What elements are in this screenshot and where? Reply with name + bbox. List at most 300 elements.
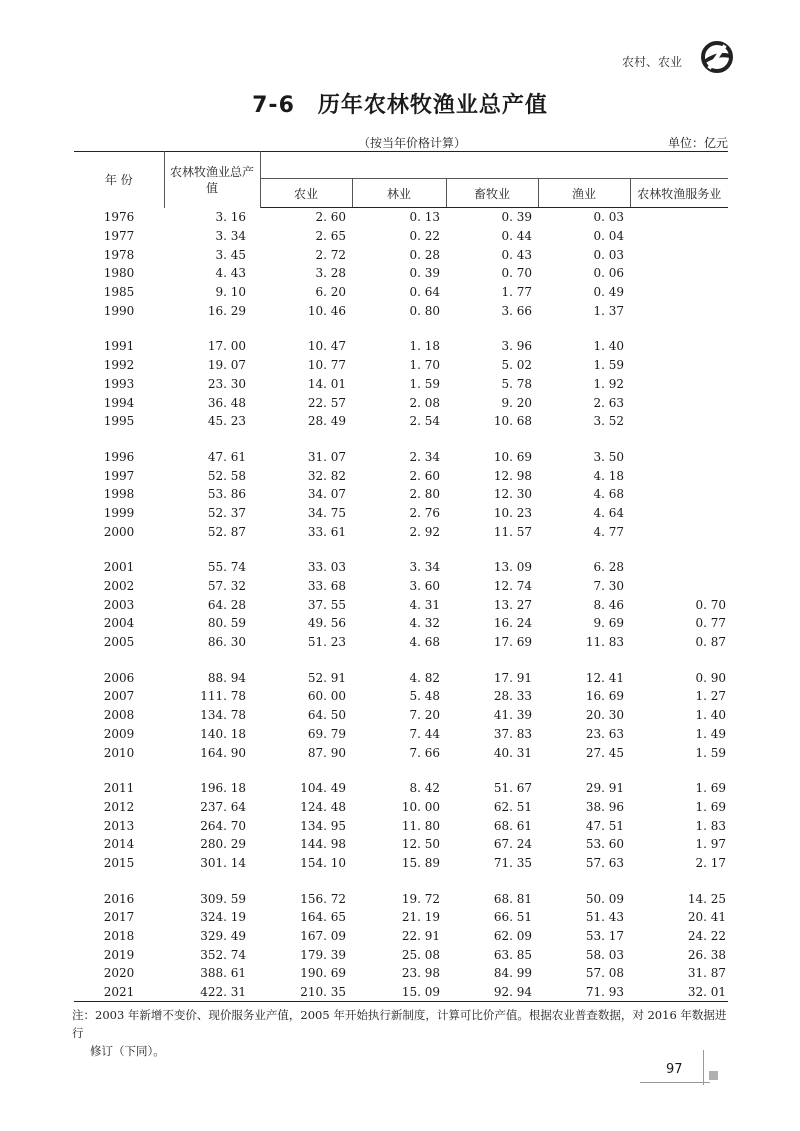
group-spacer-cell bbox=[74, 541, 728, 558]
cell-fishery: 7. 30 bbox=[593, 579, 624, 594]
cell-fishery: 3. 52 bbox=[593, 414, 624, 429]
cell-agriculture: 51. 23 bbox=[307, 635, 346, 650]
table-row bbox=[74, 227, 728, 246]
cell-year: 1996 bbox=[103, 449, 135, 464]
cell-forestry: 0. 28 bbox=[409, 247, 440, 262]
table-row bbox=[74, 448, 728, 467]
cell-year: 1990 bbox=[103, 303, 135, 318]
cell-forestry: 0. 64 bbox=[409, 285, 440, 300]
cell-agriculture: 164. 65 bbox=[300, 910, 346, 925]
table-row bbox=[74, 983, 728, 1002]
cell-service: 14. 25 bbox=[687, 891, 726, 906]
cell-total: 4. 43 bbox=[215, 266, 246, 281]
cell-fishery: 1. 40 bbox=[593, 339, 624, 354]
cell-animal-husbandry: 71. 35 bbox=[493, 855, 532, 870]
cell-forestry: 0. 13 bbox=[409, 210, 440, 225]
table-row bbox=[74, 375, 728, 394]
table-row bbox=[74, 412, 728, 431]
cell-total: 237. 64 bbox=[200, 799, 246, 814]
page-number: 97 bbox=[666, 1062, 683, 1077]
cell-forestry: 22. 91 bbox=[401, 929, 440, 944]
table-row bbox=[74, 687, 728, 706]
cell-service: 0. 70 bbox=[695, 597, 726, 612]
logo-icon bbox=[700, 40, 734, 74]
table-row bbox=[74, 854, 728, 873]
cell-animal-husbandry: 51. 67 bbox=[493, 781, 532, 796]
cell-fishery: 53. 17 bbox=[585, 929, 624, 944]
table-row bbox=[74, 337, 728, 356]
cell-agriculture: 144. 98 bbox=[300, 837, 346, 852]
cell-forestry: 7. 66 bbox=[409, 745, 440, 760]
cell-agriculture: 69. 79 bbox=[307, 726, 346, 741]
cell-agriculture: 32. 82 bbox=[307, 468, 346, 483]
cell-total: 52. 58 bbox=[207, 468, 246, 483]
cell-total: 309. 59 bbox=[200, 891, 246, 906]
cell-forestry: 1. 70 bbox=[409, 358, 440, 373]
table-row bbox=[74, 356, 728, 375]
cell-service bbox=[630, 208, 728, 227]
cell-year: 2008 bbox=[103, 708, 135, 723]
cell-agriculture: 31. 07 bbox=[307, 449, 346, 464]
cell-total: 324. 19 bbox=[200, 910, 246, 925]
cell-agriculture: 104. 49 bbox=[300, 781, 346, 796]
cell-year: 2005 bbox=[103, 635, 135, 650]
cell-animal-husbandry: 3. 66 bbox=[501, 303, 532, 318]
cell-service: 1. 97 bbox=[695, 837, 726, 852]
cell-fishery: 71. 93 bbox=[538, 983, 630, 1002]
cell-fishery: 0. 04 bbox=[593, 229, 624, 244]
cell-agriculture: 2. 65 bbox=[315, 229, 346, 244]
cell-animal-husbandry: 68. 61 bbox=[493, 818, 532, 833]
group-spacer-cell bbox=[74, 651, 728, 668]
cell-fishery: 4. 18 bbox=[593, 468, 624, 483]
cell-agriculture: 3. 28 bbox=[315, 266, 346, 281]
cell-agriculture: 33. 61 bbox=[307, 524, 346, 539]
cell-forestry: 2. 34 bbox=[409, 449, 440, 464]
cell-forestry: 2. 54 bbox=[409, 414, 440, 429]
cell-service: 31. 87 bbox=[687, 966, 726, 981]
table-row bbox=[74, 522, 728, 541]
cell-year: 2018 bbox=[103, 929, 135, 944]
cell-total: 3. 16 bbox=[215, 210, 246, 225]
cell-forestry: 0. 80 bbox=[409, 303, 440, 318]
cell-animal-husbandry: 17. 91 bbox=[493, 670, 532, 685]
table-row bbox=[74, 614, 728, 633]
cell-forestry: 2. 08 bbox=[409, 395, 440, 410]
cell-fishery: 8. 46 bbox=[593, 597, 624, 612]
cell-fishery: 0. 03 bbox=[593, 210, 624, 225]
cell-forestry: 0. 22 bbox=[409, 229, 440, 244]
cell-fishery: 0. 03 bbox=[593, 247, 624, 262]
cell-agriculture: 10. 46 bbox=[307, 303, 346, 318]
cell-agriculture: 60. 00 bbox=[307, 689, 346, 704]
table-row bbox=[74, 779, 728, 798]
cell-animal-husbandry: 62. 51 bbox=[493, 799, 532, 814]
cell-service: 20. 41 bbox=[687, 910, 726, 925]
cell-fishery: 6. 28 bbox=[593, 560, 624, 575]
group-spacer bbox=[74, 320, 728, 337]
cell-fishery: 23. 63 bbox=[585, 726, 624, 741]
header-service: 农林牧渔服务业 bbox=[630, 179, 728, 208]
cell-total: 264. 70 bbox=[200, 818, 246, 833]
cell-service bbox=[630, 485, 728, 504]
cell-service bbox=[630, 412, 728, 431]
cell-total: 3. 34 bbox=[215, 229, 246, 244]
cell-fishery: 53. 60 bbox=[585, 837, 624, 852]
cell-fishery: 50. 09 bbox=[585, 891, 624, 906]
cell-service: 2. 17 bbox=[695, 855, 726, 870]
cell-forestry: 4. 82 bbox=[409, 670, 440, 685]
page-marker-square bbox=[709, 1071, 718, 1080]
cell-year: 2014 bbox=[103, 837, 135, 852]
cell-year: 2003 bbox=[103, 597, 135, 612]
cell-service: 32. 01 bbox=[630, 983, 728, 1002]
table-row bbox=[74, 264, 728, 283]
cell-total: 64. 28 bbox=[207, 597, 246, 612]
cell-forestry: 4. 32 bbox=[409, 616, 440, 631]
cell-animal-husbandry: 5. 78 bbox=[501, 376, 532, 391]
cell-service: 1. 49 bbox=[695, 726, 726, 741]
table-row bbox=[74, 283, 728, 302]
header-animal-husbandry: 畜牧业 bbox=[446, 179, 538, 208]
cell-service bbox=[630, 504, 728, 523]
group-spacer bbox=[74, 762, 728, 779]
section-label: 农村、农业 bbox=[622, 55, 683, 69]
cell-service: 1. 69 bbox=[695, 799, 726, 814]
cell-year: 1985 bbox=[103, 285, 135, 300]
cell-service bbox=[630, 337, 728, 356]
cell-service: 24. 22 bbox=[687, 929, 726, 944]
cell-fishery: 9. 69 bbox=[593, 616, 624, 631]
group-spacer bbox=[74, 431, 728, 448]
cell-agriculture: 22. 57 bbox=[307, 395, 346, 410]
table-row bbox=[74, 945, 728, 964]
cell-forestry: 10. 00 bbox=[401, 799, 440, 814]
cell-forestry: 3. 34 bbox=[409, 560, 440, 575]
cell-total: 23. 30 bbox=[207, 376, 246, 391]
cell-total: 45. 23 bbox=[207, 414, 246, 429]
cell-year: 1991 bbox=[103, 339, 135, 354]
cell-service bbox=[630, 245, 728, 264]
cell-animal-husbandry: 9. 20 bbox=[501, 395, 532, 410]
cell-total: 196. 18 bbox=[200, 781, 246, 796]
cell-year: 1999 bbox=[103, 505, 135, 520]
cell-forestry: 4. 68 bbox=[409, 635, 440, 650]
cell-forestry: 15. 09 bbox=[352, 983, 446, 1002]
cell-forestry: 19. 72 bbox=[401, 891, 440, 906]
cell-forestry: 1. 18 bbox=[409, 339, 440, 354]
table-row bbox=[74, 835, 728, 854]
cell-total: 52. 87 bbox=[207, 524, 246, 539]
cell-animal-husbandry: 63. 85 bbox=[493, 947, 532, 962]
cell-fishery: 16. 69 bbox=[585, 689, 624, 704]
cell-agriculture: 134. 95 bbox=[300, 818, 346, 833]
cell-animal-husbandry: 10. 68 bbox=[493, 414, 532, 429]
cell-total: 88. 94 bbox=[207, 670, 246, 685]
cell-animal-husbandry: 67. 24 bbox=[493, 837, 532, 852]
cell-forestry: 3. 60 bbox=[409, 579, 440, 594]
table-row bbox=[74, 668, 728, 687]
cell-service bbox=[630, 466, 728, 485]
output-value-table bbox=[74, 151, 728, 1002]
cell-agriculture: 190. 69 bbox=[300, 966, 346, 981]
cell-total: 80. 59 bbox=[207, 616, 246, 631]
cell-fishery: 51. 43 bbox=[585, 910, 624, 925]
cell-year: 1992 bbox=[103, 358, 135, 373]
cell-fishery: 38. 96 bbox=[585, 799, 624, 814]
cell-total: 329. 49 bbox=[200, 929, 246, 944]
table-row bbox=[74, 927, 728, 946]
cell-forestry: 5. 48 bbox=[409, 689, 440, 704]
cell-service bbox=[630, 375, 728, 394]
cell-agriculture: 52. 91 bbox=[307, 670, 346, 685]
cell-agriculture: 34. 75 bbox=[307, 505, 346, 520]
cell-animal-husbandry: 37. 83 bbox=[493, 726, 532, 741]
cell-year: 2006 bbox=[103, 670, 135, 685]
cell-animal-husbandry: 0. 43 bbox=[501, 247, 532, 262]
group-spacer-cell bbox=[74, 872, 728, 889]
cell-total: 36. 48 bbox=[207, 395, 246, 410]
table-row bbox=[74, 743, 728, 762]
cell-service bbox=[630, 283, 728, 302]
cell-service bbox=[630, 558, 728, 577]
group-spacer-cell bbox=[74, 431, 728, 448]
cell-year: 2001 bbox=[103, 560, 135, 575]
cell-animal-husbandry: 40. 31 bbox=[493, 745, 532, 760]
cell-forestry: 11. 80 bbox=[401, 818, 440, 833]
cell-forestry: 15. 89 bbox=[401, 855, 440, 870]
cell-year: 1993 bbox=[103, 376, 135, 391]
table-row bbox=[74, 908, 728, 927]
table-row bbox=[74, 208, 728, 227]
cell-forestry: 8. 42 bbox=[409, 781, 440, 796]
cell-year: 1976 bbox=[103, 210, 135, 225]
cell-year: 2011 bbox=[103, 781, 135, 796]
cell-service: 1. 59 bbox=[695, 745, 726, 760]
unit-label: 单位：亿元 bbox=[667, 136, 728, 150]
cell-year: 2000 bbox=[103, 524, 135, 539]
cell-animal-husbandry: 1. 77 bbox=[501, 285, 532, 300]
cell-animal-husbandry: 3. 96 bbox=[501, 339, 532, 354]
table-subtitle: （按当年价格计算） bbox=[358, 136, 467, 150]
cell-service: 0. 90 bbox=[695, 670, 726, 685]
cell-animal-husbandry: 92. 94 bbox=[446, 983, 538, 1002]
cell-agriculture: 2. 60 bbox=[315, 210, 346, 225]
cell-fishery: 57. 63 bbox=[585, 855, 624, 870]
cell-agriculture: 156. 72 bbox=[300, 891, 346, 906]
cell-service bbox=[630, 301, 728, 320]
cell-animal-husbandry: 66. 51 bbox=[493, 910, 532, 925]
cell-fishery: 1. 59 bbox=[593, 358, 624, 373]
cell-total: 55. 74 bbox=[207, 560, 246, 575]
cell-year: 2020 bbox=[103, 966, 135, 981]
table-row bbox=[74, 466, 728, 485]
cell-fishery: 4. 68 bbox=[593, 487, 624, 502]
cell-agriculture: 87. 90 bbox=[307, 745, 346, 760]
cell-agriculture: 28. 49 bbox=[307, 414, 346, 429]
table-row bbox=[74, 706, 728, 725]
cell-animal-husbandry: 17. 69 bbox=[493, 635, 532, 650]
table-row bbox=[74, 504, 728, 523]
cell-forestry: 2. 92 bbox=[409, 524, 440, 539]
cell-year: 2007 bbox=[103, 689, 135, 704]
cell-agriculture: 179. 39 bbox=[300, 947, 346, 962]
cell-fishery: 27. 45 bbox=[585, 745, 624, 760]
header-spacer bbox=[260, 152, 728, 179]
cell-service bbox=[630, 356, 728, 375]
table-body bbox=[74, 208, 728, 1002]
cell-agriculture: 6. 20 bbox=[315, 285, 346, 300]
cell-agriculture: 34. 07 bbox=[307, 487, 346, 502]
data-table-container bbox=[74, 151, 728, 1002]
cell-animal-husbandry: 13. 27 bbox=[493, 597, 532, 612]
header-forestry: 林业 bbox=[352, 179, 446, 208]
cell-forestry: 7. 44 bbox=[409, 726, 440, 741]
cell-agriculture: 49. 56 bbox=[307, 616, 346, 631]
cell-total: 134. 78 bbox=[200, 708, 246, 723]
cell-fishery: 29. 91 bbox=[585, 781, 624, 796]
cell-year: 2012 bbox=[103, 799, 135, 814]
cell-total: 53. 86 bbox=[207, 487, 246, 502]
cell-animal-husbandry: 11. 57 bbox=[493, 524, 532, 539]
footnote-line-1: 注：2003 年新增不变价、现价服务业产值，2005 年开始执行新制度，计算可比价产值。根据农业普查数据，对 2016 年数据进行 bbox=[72, 1008, 727, 1040]
cell-fishery: 57. 08 bbox=[585, 966, 624, 981]
cell-fishery: 4. 77 bbox=[593, 524, 624, 539]
table-row bbox=[74, 485, 728, 504]
cell-service bbox=[630, 522, 728, 541]
cell-service: 1. 27 bbox=[695, 689, 726, 704]
cell-service: 1. 83 bbox=[695, 818, 726, 833]
table-row bbox=[74, 633, 728, 652]
cell-service bbox=[630, 577, 728, 596]
group-spacer bbox=[74, 872, 728, 889]
cell-service bbox=[630, 264, 728, 283]
cell-animal-husbandry: 16. 24 bbox=[493, 616, 532, 631]
cell-service: 0. 77 bbox=[695, 616, 726, 631]
cell-service: 1. 40 bbox=[695, 708, 726, 723]
cell-animal-husbandry: 5. 02 bbox=[501, 358, 532, 373]
cell-forestry: 25. 08 bbox=[401, 947, 440, 962]
cell-year: 2015 bbox=[103, 855, 135, 870]
cell-animal-husbandry: 41. 39 bbox=[493, 708, 532, 723]
group-spacer-cell bbox=[74, 762, 728, 779]
cell-year: 2019 bbox=[103, 947, 135, 962]
cell-fishery: 1. 92 bbox=[593, 376, 624, 391]
cell-year: 2013 bbox=[103, 818, 135, 833]
header-agriculture: 农业 bbox=[260, 179, 352, 208]
cell-fishery: 0. 49 bbox=[593, 285, 624, 300]
cell-fishery: 12. 41 bbox=[585, 670, 624, 685]
cell-fishery: 1. 37 bbox=[593, 303, 624, 318]
cell-animal-husbandry: 0. 44 bbox=[501, 229, 532, 244]
table-row bbox=[74, 816, 728, 835]
cell-forestry: 21. 19 bbox=[401, 910, 440, 925]
table-row bbox=[74, 725, 728, 744]
cell-year: 2016 bbox=[103, 891, 135, 906]
cell-animal-husbandry: 0. 70 bbox=[501, 266, 532, 281]
table-row bbox=[74, 558, 728, 577]
cell-fishery: 20. 30 bbox=[585, 708, 624, 723]
cell-fishery: 11. 83 bbox=[585, 635, 624, 650]
cell-fishery: 2. 63 bbox=[593, 395, 624, 410]
cell-animal-husbandry: 10. 69 bbox=[493, 449, 532, 464]
cell-agriculture: 2. 72 bbox=[315, 247, 346, 262]
cell-fishery: 0. 06 bbox=[593, 266, 624, 281]
cell-animal-husbandry: 84. 99 bbox=[493, 966, 532, 981]
cell-agriculture: 33. 68 bbox=[307, 579, 346, 594]
cell-service: 0. 87 bbox=[695, 635, 726, 650]
footer-divider-vertical bbox=[703, 1050, 704, 1085]
cell-total: 86. 30 bbox=[207, 635, 246, 650]
cell-agriculture: 10. 77 bbox=[307, 358, 346, 373]
cell-forestry: 2. 76 bbox=[409, 505, 440, 520]
cell-total: 9. 10 bbox=[215, 285, 246, 300]
cell-agriculture: 154. 10 bbox=[300, 855, 346, 870]
cell-fishery: 3. 50 bbox=[593, 449, 624, 464]
table-row bbox=[74, 889, 728, 908]
cell-animal-husbandry: 12. 30 bbox=[493, 487, 532, 502]
table-row bbox=[74, 245, 728, 264]
cell-animal-husbandry: 13. 09 bbox=[493, 560, 532, 575]
cell-total: 19. 07 bbox=[207, 358, 246, 373]
cell-total: 52. 37 bbox=[207, 505, 246, 520]
cell-year: 2009 bbox=[103, 726, 135, 741]
cell-total: 388. 61 bbox=[200, 966, 246, 981]
cell-year: 1977 bbox=[103, 229, 135, 244]
cell-forestry: 23. 98 bbox=[401, 966, 440, 981]
cell-agriculture: 167. 09 bbox=[300, 929, 346, 944]
table-row bbox=[74, 301, 728, 320]
cell-year: 1998 bbox=[103, 487, 135, 502]
cell-year: 2002 bbox=[103, 579, 135, 594]
cell-service bbox=[630, 393, 728, 412]
cell-total: 47. 61 bbox=[207, 449, 246, 464]
cell-service: 26. 38 bbox=[687, 947, 726, 962]
cell-agriculture: 124. 48 bbox=[300, 799, 346, 814]
cell-year: 1995 bbox=[103, 414, 135, 429]
cell-total: 57. 32 bbox=[207, 579, 246, 594]
cell-service bbox=[630, 448, 728, 467]
group-spacer bbox=[74, 651, 728, 668]
group-spacer bbox=[74, 541, 728, 558]
cell-agriculture: 64. 50 bbox=[307, 708, 346, 723]
cell-service: 1. 69 bbox=[695, 781, 726, 796]
cell-service bbox=[630, 227, 728, 246]
cell-agriculture: 14. 01 bbox=[307, 376, 346, 391]
cell-animal-husbandry: 68. 81 bbox=[493, 891, 532, 906]
footnote bbox=[72, 1006, 732, 1060]
cell-total: 16. 29 bbox=[207, 303, 246, 318]
footnote-line-2: 修订（下同）。 bbox=[90, 1044, 165, 1058]
header-total: 农林牧渔业总产值 bbox=[164, 152, 260, 208]
cell-total: 422. 31 bbox=[164, 983, 260, 1002]
cell-agriculture: 37. 55 bbox=[307, 597, 346, 612]
table-row bbox=[74, 595, 728, 614]
cell-year: 2010 bbox=[103, 745, 135, 760]
cell-animal-husbandry: 12. 98 bbox=[493, 468, 532, 483]
cell-total: 140. 18 bbox=[200, 726, 246, 741]
cell-year: 2004 bbox=[103, 616, 135, 631]
group-spacer-cell bbox=[74, 320, 728, 337]
cell-animal-husbandry: 62. 09 bbox=[493, 929, 532, 944]
table-row bbox=[74, 964, 728, 983]
table-row bbox=[74, 393, 728, 412]
cell-total: 164. 90 bbox=[200, 745, 246, 760]
cell-forestry: 4. 31 bbox=[409, 597, 440, 612]
cell-animal-husbandry: 28. 33 bbox=[493, 689, 532, 704]
cell-agriculture: 210. 35 bbox=[260, 983, 352, 1002]
table-row bbox=[74, 577, 728, 596]
